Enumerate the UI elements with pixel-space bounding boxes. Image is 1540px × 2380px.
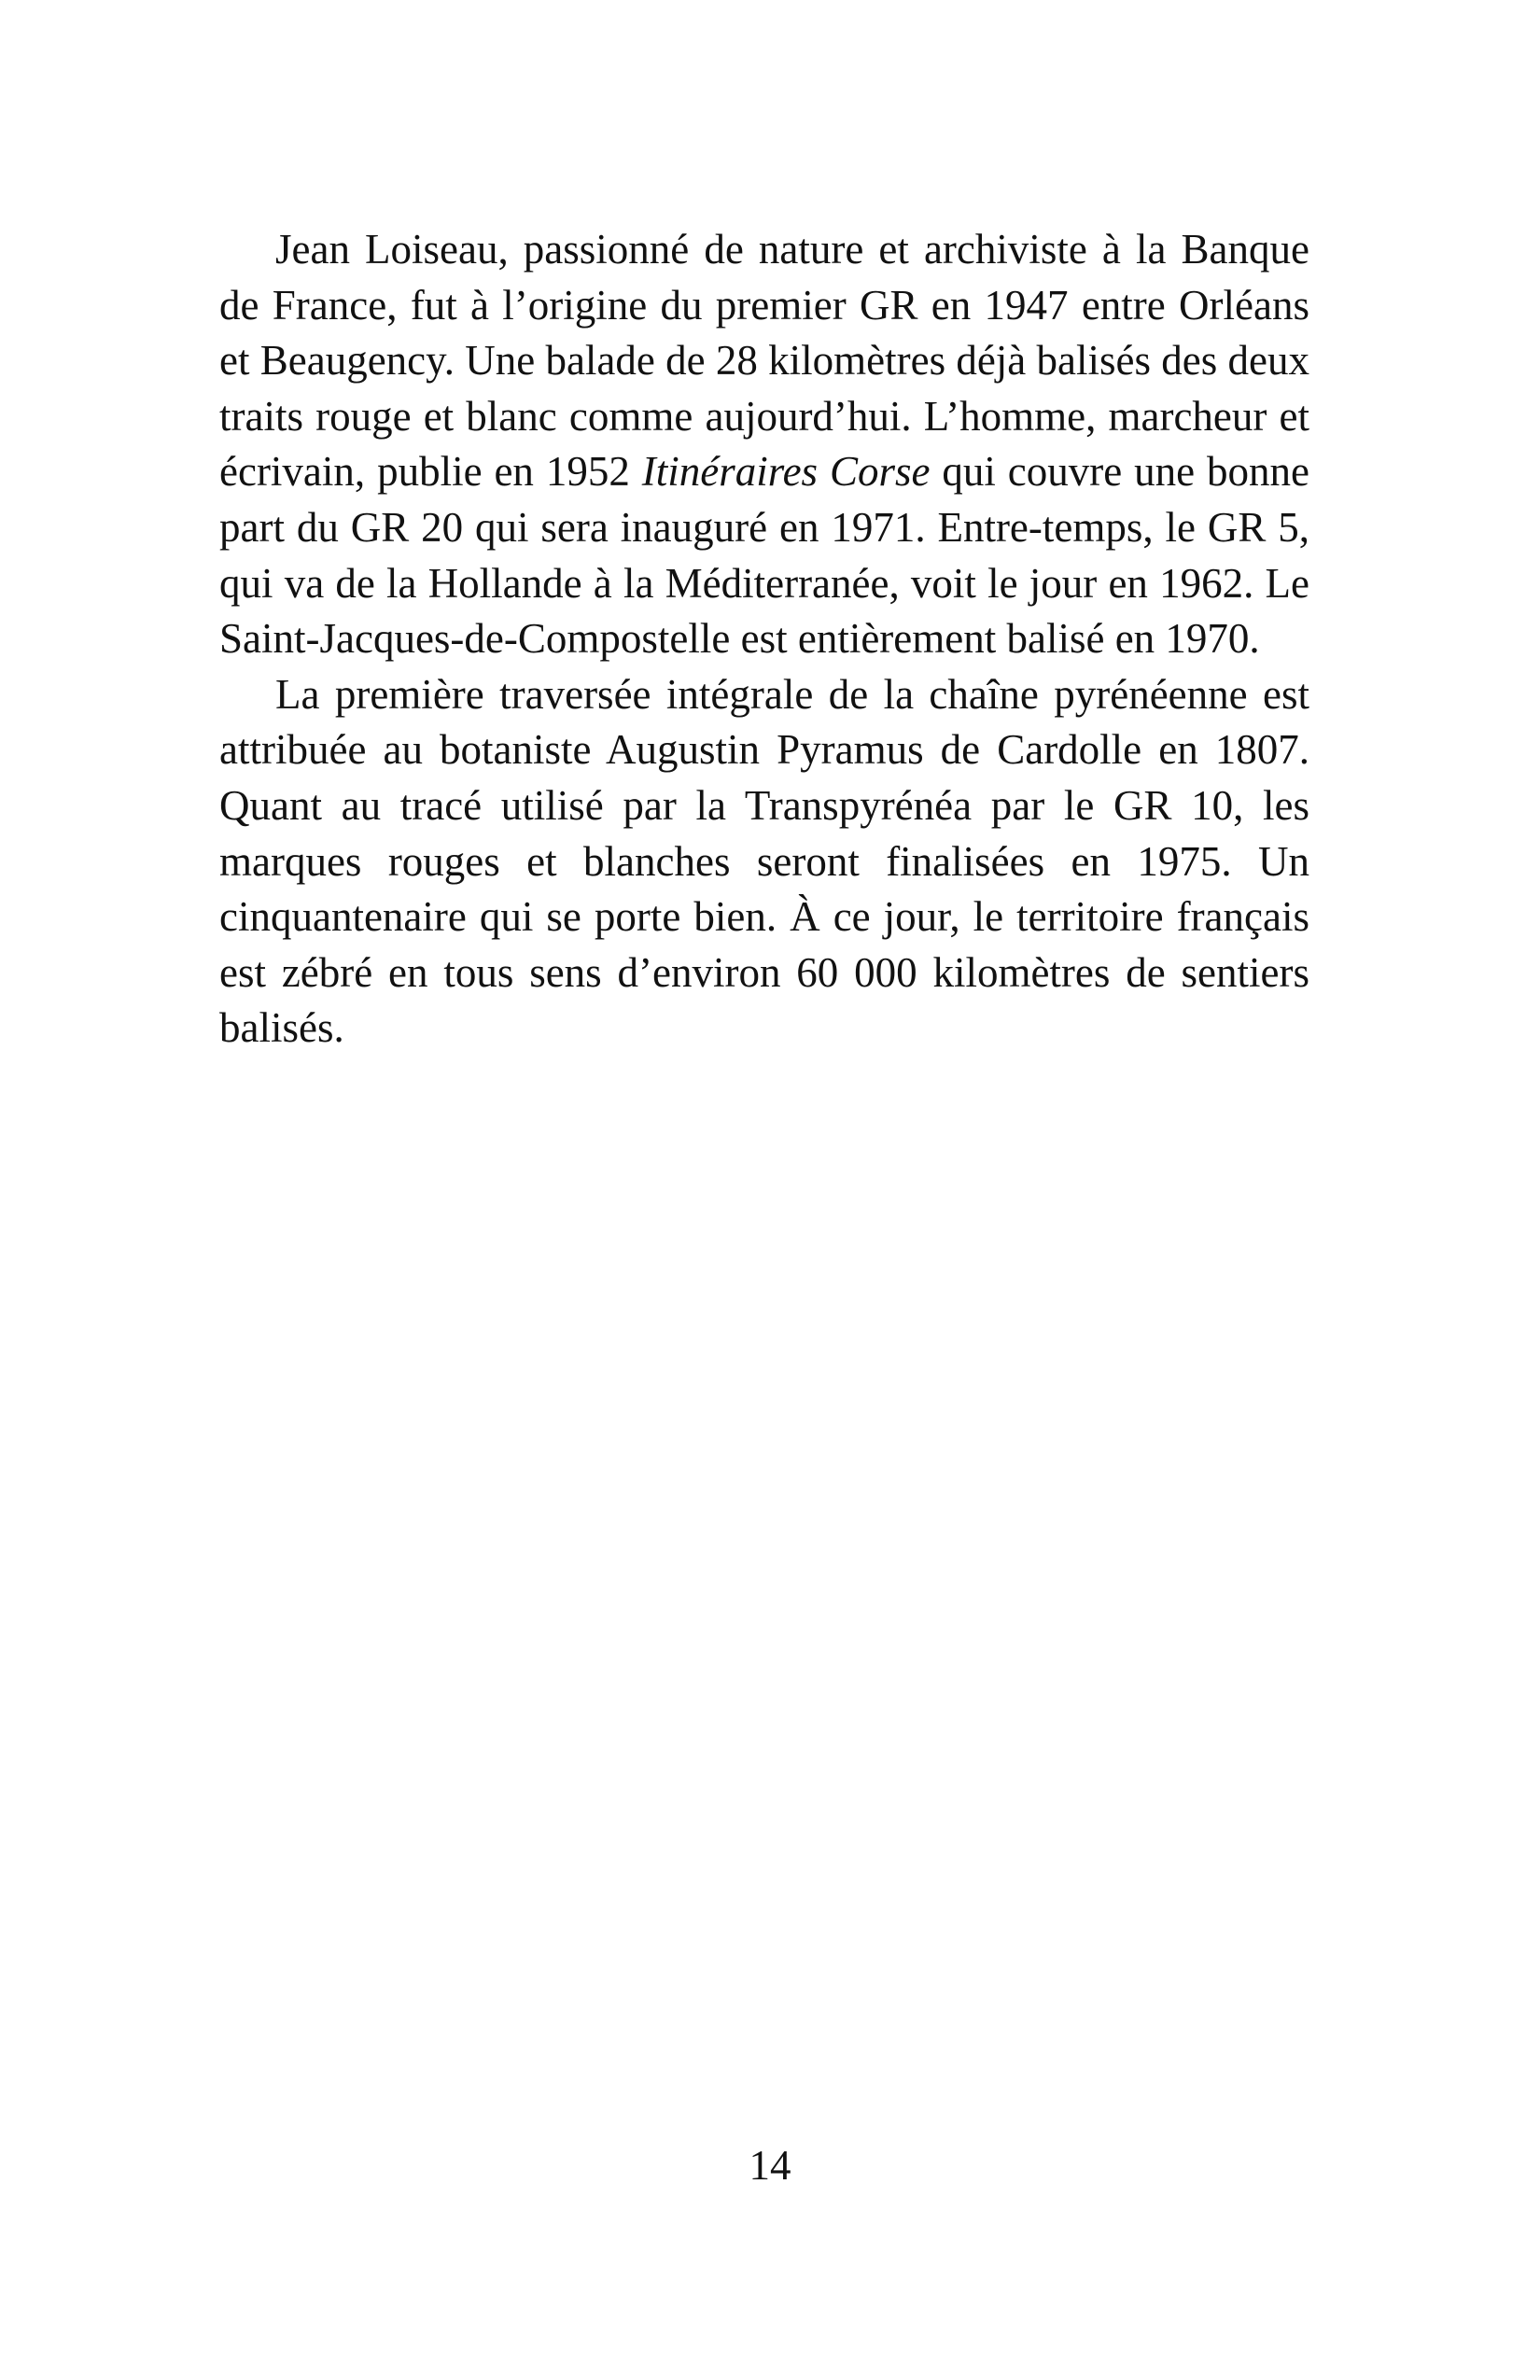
paragraph-1 — [219, 222, 1309, 667]
paragraph-1-text-2: qui couvre une bonne part du GR 20 qui sera inauguré en 1971. Entre-temps, le GR 5, qui va de la Hollande à la Méditerranée, voit le jour en 1962. Le Saint-Jacques-de-Compostelle est entièrement balisé en 1970. — [219, 448, 1309, 663]
paragraph-1-text-1: Jean Loiseau, passionné de nature et archiviste à la Banque de France, fut à l’origine du premier GR en 1947 entre Orléans et Beaugency. Une balade de 28 kilomètres déjà balisés des deux traits rouge et blanc comme aujourd’hui. L’homme, marcheur et écrivain, publie en 1952 — [219, 226, 1309, 496]
paragraph-2 — [219, 667, 1309, 1057]
body-text — [219, 222, 1309, 1057]
book-title-italic: Itinéraires Corse — [641, 448, 931, 496]
page-number: 14 — [749, 2142, 791, 2189]
paragraph-2-text: La première traversée intégrale de la chaîne pyrénéenne est attribuée au botaniste Augustin Pyramus de Cardolle en 1807. Quant au tracé utilisé par la Transpyrénéa par le GR 10, les marques rouges et blanches seront finalisées en 1975. Un cinquantenaire qui se porte bien. À ce jour, le territoire français est zébré en tous sens d’environ 60 000 kilomètres de sentiers balisés. — [219, 670, 1309, 1052]
